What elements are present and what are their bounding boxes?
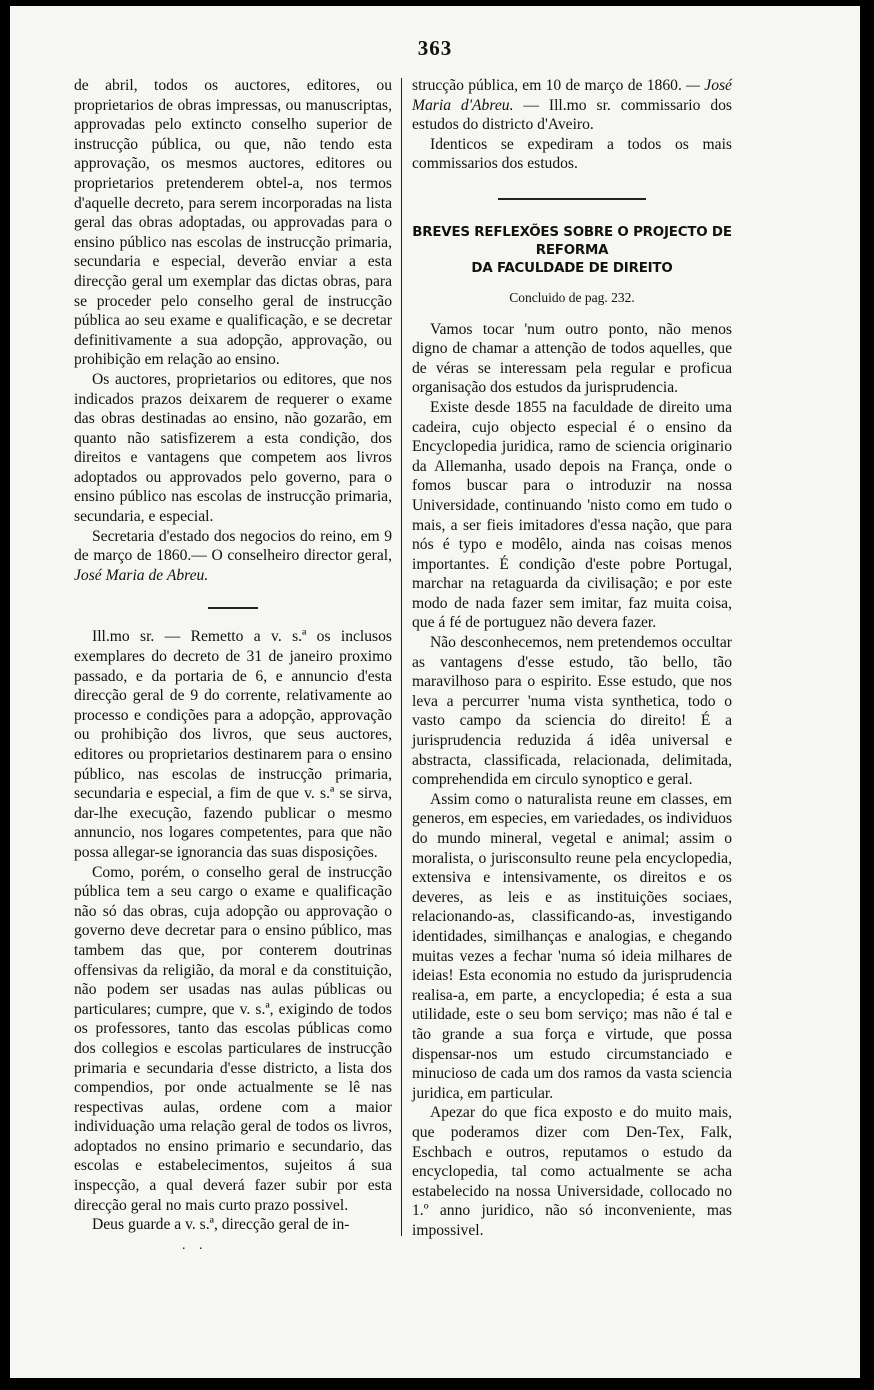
right-paragraph-2: Existe desde 1855 na faculdade de direito uma cadeira, cujo objecto especial é o ensino da Encyclopedia juridica, ramo de sciencia originario da Allemanha, usado depois na França, onde o fomos buscar para o introduzir na nossa Universidade, continuando 'nisto como em tudo o mais, a ser fieis imitadores d'essa nação, que para nós é typo e modêlo, ainda nas coisas menos importantes. É condição d'este pobre Portugal, marchar na retaguarda da civilisação; e por este modo de nada fazer sem imitar, faz muita coisa, que á fé de portuguez não devera fazer.	[412, 398, 732, 632]
right-paragraph-3: Não desconhecemos, nem pretendemos occultar as vantagens d'esse estudo, tão bello, tão maravilhoso para o espirito. Esse estudo, que nos leva a percurrer 'numa vista synthetica, todo o vasto campo da sciencia do direito! É a jurisprudencia reduzida á idêa universal e abstracta, classificada, relacionada, delimitada, comprehendida em circulo synoptico e geral.	[412, 634, 732, 789]
continuation-text: strucção pública, em 10 de março de 1860.	[412, 77, 682, 94]
right-column	[412, 76, 732, 1240]
section-divider-long	[498, 198, 646, 200]
left-paragraph-4: Ill.mo sr. — Remetto a v. s.ª os inclusos exemplares do decreto de 31 de janeiro proximo passado, e da portaria de 6, e annuncio d'esta direcção geral de 9 do corrente, relativamente ao processo e condições para a adopção, approvação ou prohibição dos livros, que seus auctores, editores ou proprietarios destinarem para o ensino público, nas escolas de instrucção primaria, secundaria e especial, a fim de que v. s.ª se sirva, dar-lhe execução, fazendo publicar o mesmo annuncio, nos logares competentes, para que não possa allegar-se ignorancia das suas disposições.	[74, 628, 392, 861]
footer-dots: . .	[182, 1238, 208, 1253]
article-heading	[412, 224, 732, 278]
left-paragraph-1: de abril, todos os auctores, editores, ou proprietarios de obras impressas, ou manuscriptas, approvadas pelo extincto conselho superior de instrucção pública, ou que, não tendo esta approvação, os mesmos auctores, editores ou proprietarios pretenderem obtel-a, nos termos d'aquelle decreto, para serem incorporadas na lista geral das obras adoptadas, ou approvadas para o ensino público nas escolas de instrucção primaria, secundaria e especial, deverão enviar a esta direcção geral um exemplar das dictas obras, para se proceder pelo conselho geral de instrucção pública ao seu exame e qualificação, e se decretar definitivamente a sua adopção, approvação, ou prohibição em relação ao ensino.	[74, 77, 392, 369]
right-paragraph-1: Vamos tocar 'num outro ponto, não menos digno de chamar a attenção de todos aquelles, que de véras se interessam pela regular e proficua organisação dos estudos da jurisprudencia.	[412, 320, 732, 397]
concluded-note: Concluido de pag. 232.	[509, 289, 635, 305]
column-divider	[401, 78, 402, 1236]
left-column	[74, 76, 392, 1235]
article-heading-line-1: BREVES REFLEXÕES SOBRE O PROJECTO DE REFORMA	[412, 224, 732, 258]
signature-jose-maria-de-abreu: José Maria de Abreu.	[74, 566, 209, 584]
section-divider-short	[208, 607, 258, 609]
identicos-paragraph: Identicos se expediram a todos os mais commissarios dos estudos.	[412, 135, 732, 173]
article-heading-line-2: DA FACULDADE DE DIREITO	[471, 260, 673, 276]
left-paragraph-5: Como, porém, o conselho geral de instrucção pública tem a seu cargo o exame e qualificação não só das obras, cuja adopção ou approvação o governo deve decretar para o ensino público, mas tambem das que, por conterem doutrinas offensivas da religião, da moral e da constituição, não podem ser usadas nas aulas públicas ou particulares; cumpre, que v. s.ª, exigindo de todos os professores, tanto das escolas públicas como dos collegios e escolas particulares de instrucção primaria e secundaria d'esse districto, a lista dos compendios, por onde actualmente se lê nas respectivas aulas, ordene com a maior individuação uma relação geral de todos os livros, adoptados no ensino primario e secundario, das escolas e estabelecimentos, sujeitos á sua inspecção, a qual deverá fazer subir por esta direcção geral no mais curto prazo possivel.	[74, 863, 392, 1214]
secretaria-text: Secretaria d'estado dos negocios do reino, em 9 de março de 1860.— O conselheiro director geral,	[74, 527, 392, 565]
left-paragraph-3	[74, 527, 392, 586]
right-paragraph-4: Assim como o naturalista reune em classes, em generos, em especies, em variedades, os individuos do mundo mineral, vegetal e animal; assim o moralista, o jurisconsulto reune pela encyclopedia, extensiva e intensivamente, os direitos e os deveres, as leis e as instituições sociaes, relacionando-as, classificando-as, investigando identidades, similhanças e analogias, e chegando muitas vezes a fechar 'numa só ideia milhares de ideias! Esta economia no estudo da jurisprudencia realisa-a, em parte, a encyclopedia; é esta a sua utilidade, este o seu bom serviço; mas não é tal e tão grande a sua força e virtude, que possa dispensar-nos um estudo circumstanciado e minucioso de cada um dos ramos da vasta sciencia juridica, em particular.	[412, 790, 733, 1102]
signature-jose-maria-dabreu: — José Maria d'Abreu.	[412, 77, 732, 114]
left-paragraph-6: Deus guarde a v. s.ª, direcção geral de in-	[92, 1216, 350, 1234]
left-paragraph-2: Os auctores, proprietarios ou editores, que nos indicados prazos deixarem de requerer o exame das obras destinadas ao ensino, não gozarão, em quanto não satisfizerem a esta condição, dos direitos e vantagens que competem aos livros adoptados ou approvados pelo governo, para o ensino público nas escolas de instrucção primaria, secundaria, e especial.	[74, 370, 392, 526]
commissario-text: — Ill.mo sr. commissario dos estudos do districto d'Aveiro.	[412, 96, 732, 134]
right-continuation	[412, 76, 732, 135]
page-number: 363	[417, 36, 453, 60]
right-paragraph-5: Apezar do que fica exposto e do muito mais, que poderamos dizer com Den-Tex, Falk, Eschbach e outros, reputamos o estudo da encyclopedia, tal como actualmente se acha estabelecido na nossa Universidade, collocado no 1.º anno juridico, não só inconveniente, mas impossivel.	[412, 1104, 732, 1239]
newspaper-page	[10, 6, 860, 1378]
